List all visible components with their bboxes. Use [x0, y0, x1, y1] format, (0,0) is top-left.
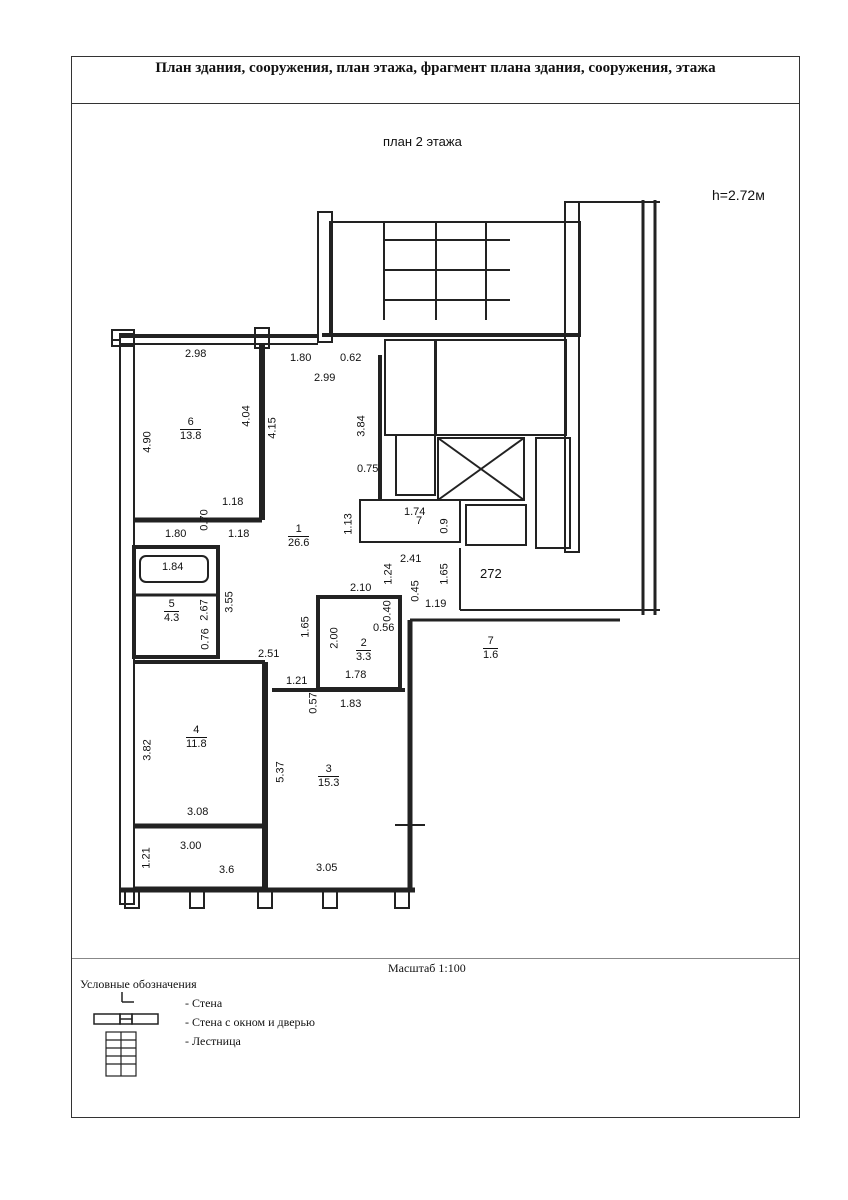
dimension-label: 1.13: [342, 513, 355, 535]
legend-item-stairs: - Лестница: [185, 1034, 241, 1048]
dimension-label: 3.00: [180, 840, 202, 852]
floor-label: план 2 этажа: [383, 134, 462, 149]
dimension-label: 4.04: [240, 405, 253, 427]
dimension-label: 0.70: [198, 509, 211, 531]
dimension-label: 2.99: [314, 372, 336, 384]
dimension-label: 0.56: [373, 622, 395, 634]
height-label: h=2.72м: [712, 187, 765, 203]
legend-item-wall: - Стена: [185, 996, 223, 1010]
legend-item-wall-window-door: - Стена с окном и дверью: [185, 1015, 315, 1029]
scale-divider: [72, 958, 799, 959]
dimension-label: 0.75: [357, 463, 379, 475]
dimension-label: 5.37: [274, 761, 287, 783]
dimension-label: 1.80: [165, 528, 187, 540]
dimension-label: 1.83: [340, 698, 362, 710]
dimension-label: 1.18: [228, 528, 250, 540]
dimension-label: 3.08: [187, 806, 209, 818]
room-5-label: 5 4.3: [164, 598, 180, 624]
dimension-label: 4.15: [266, 417, 279, 439]
dimension-label: 1.80: [290, 352, 312, 364]
dimension-label: 4.90: [141, 431, 154, 453]
outer-wall-left: [120, 334, 134, 904]
room-6-label: 6 13.8: [180, 416, 202, 442]
dimension-label: 1.21: [140, 847, 153, 869]
dimension-label: 1.21: [286, 675, 308, 687]
dimension-label: 2.10: [350, 582, 372, 594]
dimension-label: 3.6: [219, 864, 235, 876]
dimension-label: 272: [480, 566, 502, 581]
page-title: План здания, сооружения, план этажа, фрагмент плана здания, сооружения, этажа: [71, 56, 800, 104]
dimension-label: 0.76: [199, 628, 212, 650]
dimension-label: 1.18: [222, 496, 244, 508]
dimension-label: 2.67: [198, 599, 211, 621]
dimension-label: 1.24: [382, 563, 395, 585]
dimension-label: 1.65: [299, 616, 312, 638]
legend-title: Условные обозначения: [80, 977, 197, 991]
dimension-label: 0.57: [307, 692, 320, 714]
wall-window-door-symbol-icon: [94, 1014, 158, 1024]
dimension-label: 3.55: [223, 591, 236, 613]
scale-label: Масштаб 1:100: [388, 961, 466, 975]
stair-symbol-icon: [106, 1032, 136, 1076]
dimension-label: 1.74: [404, 506, 426, 518]
dimension-label: 3.84: [355, 415, 368, 437]
dimension-label: 2.00: [328, 627, 341, 649]
wall-symbol-icon: [122, 992, 134, 1002]
legend-symbols: [92, 990, 172, 1080]
dimension-label: 1.78: [345, 669, 367, 681]
dimension-label: 2.41: [400, 553, 422, 565]
room-4-label: 4 11.8: [186, 724, 207, 750]
dimension-label: 3.05: [316, 862, 338, 874]
dimension-label: 0.45: [409, 580, 422, 602]
dimension-label: 1.84: [162, 561, 184, 573]
room-7-label: 7 1.6: [483, 635, 499, 661]
dimension-label: 3.82: [141, 739, 154, 761]
dimension-label: 1.19: [425, 598, 447, 610]
room-7-small-label: 7: [416, 515, 423, 527]
room-1-label: 1 26.6: [288, 523, 310, 549]
dimension-label: 0.40: [381, 600, 394, 622]
dimension-label: 2.98: [185, 348, 207, 360]
dimension-label: 0.62: [340, 352, 362, 364]
dimension-label: 2.51: [258, 648, 280, 660]
dimension-label: 1.65: [438, 563, 451, 585]
room-2-label: 2 3.3: [356, 637, 372, 663]
dimension-label: 0.9: [438, 518, 451, 534]
room-3-label: 3 15.3: [318, 763, 340, 789]
